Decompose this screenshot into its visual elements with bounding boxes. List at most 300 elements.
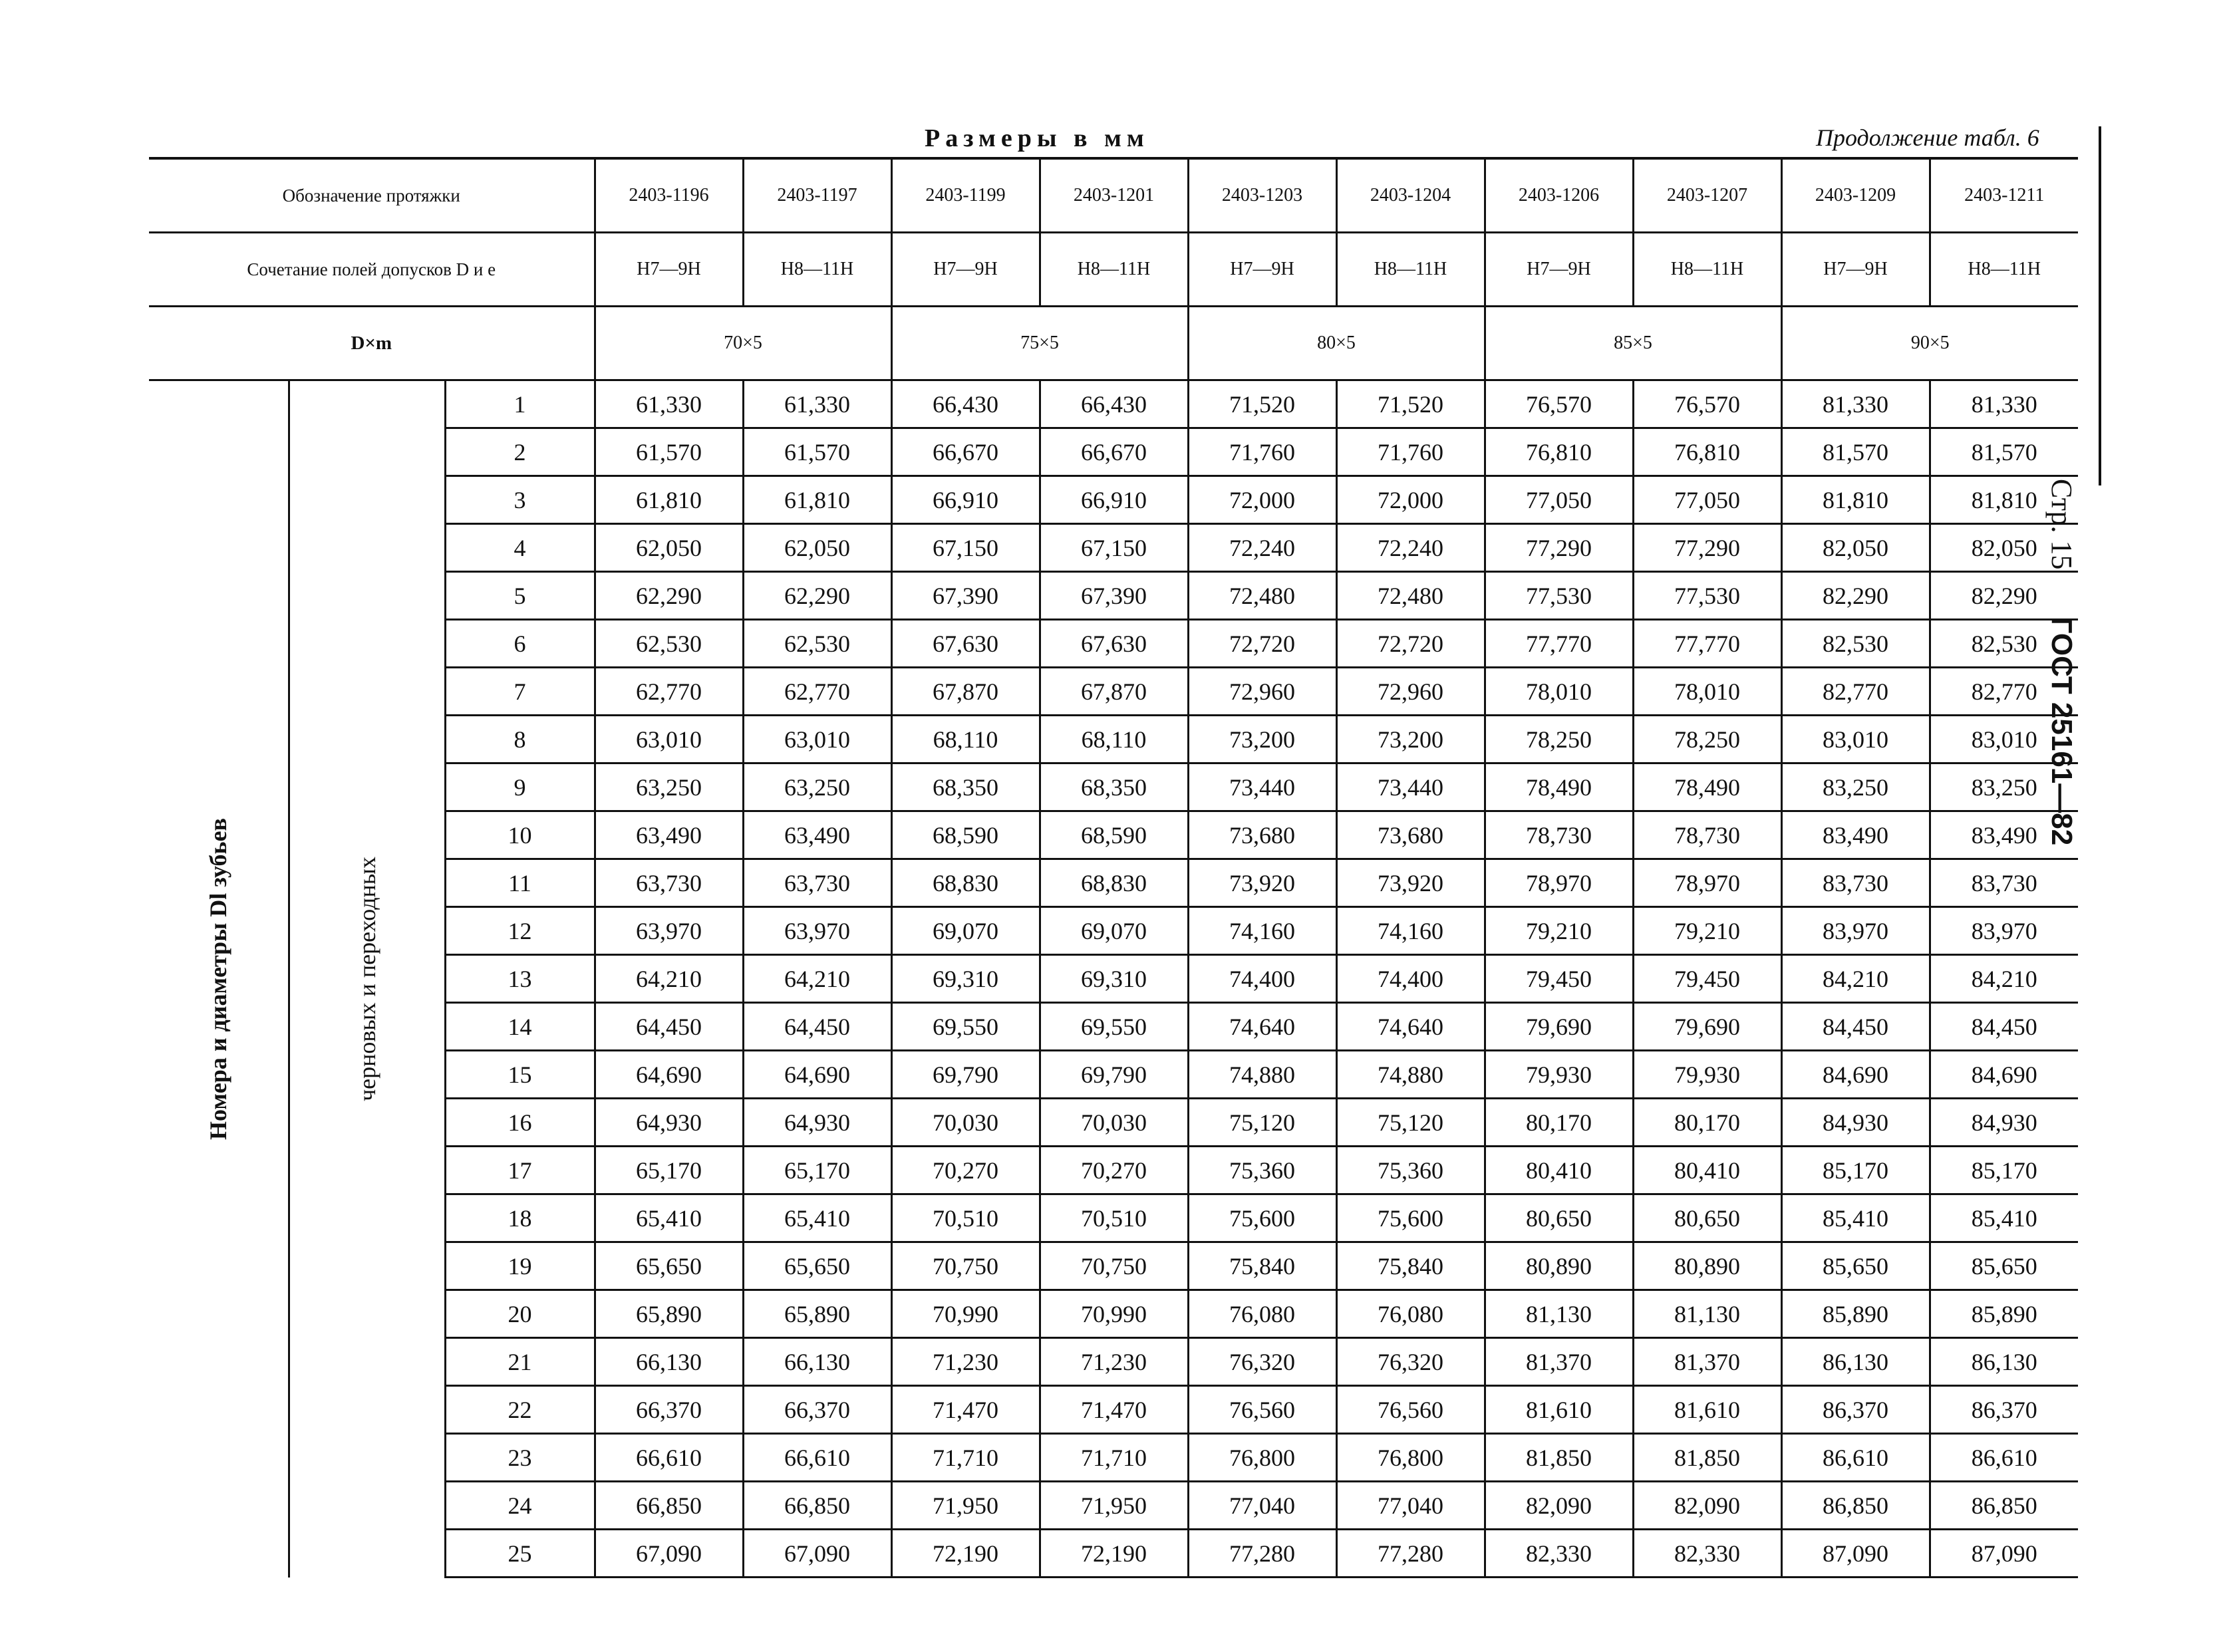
diameter-cell: 80,410 [1633,1147,1781,1194]
diameter-cell: 81,610 [1485,1386,1633,1434]
diameter-cell: 70,750 [1040,1242,1188,1290]
diameter-cell: 63,490 [743,811,891,859]
diameter-cell: 76,560 [1188,1386,1336,1434]
diameter-cell: 80,650 [1485,1194,1633,1242]
diameter-cell: 77,290 [1633,524,1781,572]
diameter-cell: 64,930 [595,1099,743,1147]
diameter-cell: 84,210 [1930,955,2078,1003]
diameter-cell: 86,130 [1781,1338,1930,1386]
diameter-cell: 82,050 [1781,524,1930,572]
diameter-cell: 86,610 [1781,1434,1930,1482]
diameter-cell: 85,170 [1930,1147,2078,1194]
diameter-cell: 67,870 [891,668,1040,716]
diameter-cell: 81,570 [1781,428,1930,476]
tooth-number-cell: 17 [445,1147,595,1194]
tooth-number-cell: 20 [445,1290,595,1338]
diameter-cell: 65,170 [595,1147,743,1194]
diameter-cell: 78,730 [1485,811,1633,859]
diameter-cell: 77,770 [1633,620,1781,668]
diameter-cell: 76,320 [1188,1338,1336,1386]
diameter-cell: 66,850 [595,1482,743,1530]
diameter-cell: 83,250 [1930,763,2078,811]
dxm-cell: 85×5 [1485,307,1781,380]
tooth-number-cell: 9 [445,763,595,811]
diameter-cell: 71,230 [1040,1338,1188,1386]
tolerance-cell: H7—9H [891,233,1040,307]
diameter-cell: 79,450 [1485,955,1633,1003]
diameter-cell: 81,330 [1930,380,2078,428]
diameter-cell: 67,870 [1040,668,1188,716]
diameter-cell: 63,970 [595,907,743,955]
diameter-cell: 83,250 [1781,763,1930,811]
diameter-cell: 71,760 [1188,428,1336,476]
diameter-cell: 69,550 [891,1003,1040,1051]
diameter-cell: 69,790 [1040,1051,1188,1099]
diameter-cell: 80,170 [1633,1099,1781,1147]
diameter-cell: 79,210 [1485,907,1633,955]
diameter-cell: 83,490 [1781,811,1930,859]
diameter-cell: 79,930 [1633,1051,1781,1099]
diameter-cell: 64,450 [743,1003,891,1051]
rough-transition-label: черновых и переходных [353,857,380,1102]
diameter-cell: 63,730 [743,859,891,907]
diameter-cell: 61,810 [743,476,891,524]
diameter-cell: 86,370 [1781,1386,1930,1434]
diameter-cell: 71,710 [1040,1434,1188,1482]
diameter-cell: 81,370 [1633,1338,1781,1386]
diameter-cell: 84,690 [1781,1051,1930,1099]
diameter-cell: 74,880 [1188,1051,1336,1099]
tooth-number-cell: 18 [445,1194,595,1242]
diameter-cell: 69,070 [891,907,1040,955]
diameter-cell: 73,200 [1336,716,1485,763]
outer-label-cell [149,380,289,1578]
tooth-number-cell: 6 [445,620,595,668]
diameter-cell: 80,890 [1485,1242,1633,1290]
diameter-cell: 61,570 [595,428,743,476]
diameter-cell: 69,310 [1040,955,1188,1003]
diameter-cell: 71,760 [1336,428,1485,476]
designation-cell: 2403-1209 [1781,158,1930,233]
diameter-cell: 70,270 [1040,1147,1188,1194]
diameter-cell: 71,470 [1040,1386,1188,1434]
tooth-number-cell: 10 [445,811,595,859]
tolerance-cell: H8—11H [1633,233,1781,307]
designation-cell: 2403-1203 [1188,158,1336,233]
diameter-cell: 71,950 [891,1482,1040,1530]
diameter-cell: 66,670 [891,428,1040,476]
broach-table [149,157,2078,1578]
diameter-cell: 62,530 [595,620,743,668]
diameter-cell: 71,470 [891,1386,1040,1434]
diameter-cell: 80,170 [1485,1099,1633,1147]
diameter-cell: 66,130 [595,1338,743,1386]
diameter-cell: 76,810 [1633,428,1781,476]
diameter-cell: 82,290 [1781,572,1930,620]
side-divider [2099,126,2101,485]
diameter-cell: 62,050 [595,524,743,572]
tooth-number-cell: 7 [445,668,595,716]
diameter-cell: 72,000 [1188,476,1336,524]
diameter-cell: 85,890 [1930,1290,2078,1338]
tooth-number-cell: 22 [445,1386,595,1434]
diameter-cell: 70,270 [891,1147,1040,1194]
designation-cell: 2403-1204 [1336,158,1485,233]
diameter-cell: 82,290 [1930,572,2078,620]
diameter-cell: 72,190 [1040,1530,1188,1578]
table-row [149,380,2078,428]
diameter-cell: 72,480 [1336,572,1485,620]
diameter-cell: 75,120 [1188,1099,1336,1147]
diameter-cell: 72,480 [1188,572,1336,620]
diameter-cell: 86,610 [1930,1434,2078,1482]
diameter-cell: 72,240 [1188,524,1336,572]
tooth-number-cell: 5 [445,572,595,620]
diameter-cell: 79,930 [1485,1051,1633,1099]
diameter-cell: 81,330 [1781,380,1930,428]
diameter-cell: 82,530 [1781,620,1930,668]
diameter-cell: 71,230 [891,1338,1040,1386]
dxm-label: D×m [351,332,392,354]
diameter-cell: 73,680 [1188,811,1336,859]
diameter-cell: 81,810 [1781,476,1930,524]
diameter-cell: 83,730 [1781,859,1930,907]
diameter-cell: 65,890 [595,1290,743,1338]
diameter-cell: 66,430 [1040,380,1188,428]
tooth-number-cell: 14 [445,1003,595,1051]
diameter-cell: 84,210 [1781,955,1930,1003]
diameter-cell: 85,170 [1781,1147,1930,1194]
diameter-cell: 77,530 [1633,572,1781,620]
diameter-cell: 68,350 [1040,763,1188,811]
diameter-cell: 71,950 [1040,1482,1188,1530]
diameter-cell: 66,910 [1040,476,1188,524]
diameter-cell: 73,440 [1188,763,1336,811]
tolerance-cell: H8—11H [1930,233,2078,307]
diameter-cell: 75,360 [1188,1147,1336,1194]
dxm-cell: 80×5 [1188,307,1485,380]
diameter-cell: 84,930 [1930,1099,2078,1147]
diameter-cell: 83,730 [1930,859,2078,907]
diameter-cell: 71,520 [1336,380,1485,428]
diameter-cell: 70,750 [891,1242,1040,1290]
diameter-cell: 76,080 [1188,1290,1336,1338]
diameter-cell: 67,390 [1040,572,1188,620]
tooth-number-cell: 25 [445,1530,595,1578]
diameter-cell: 68,110 [891,716,1040,763]
diameter-cell: 66,850 [743,1482,891,1530]
diameter-cell: 65,170 [743,1147,891,1194]
diameter-cell: 70,030 [1040,1099,1188,1147]
tooth-number-cell: 13 [445,955,595,1003]
diameter-cell: 70,990 [891,1290,1040,1338]
diameter-cell: 83,970 [1781,907,1930,955]
diameter-cell: 80,890 [1633,1242,1781,1290]
diameter-cell: 70,030 [891,1099,1040,1147]
diameter-cell: 77,770 [1485,620,1633,668]
diameter-cell: 67,630 [1040,620,1188,668]
designation-cell: 2403-1197 [743,158,891,233]
designation-cell: 2403-1206 [1485,158,1633,233]
diameter-cell: 61,330 [595,380,743,428]
diameter-cell: 70,990 [1040,1290,1188,1338]
dxm-cell: 75×5 [891,307,1188,380]
tolerance-cell: H7—9H [1188,233,1336,307]
diameter-cell: 81,130 [1633,1290,1781,1338]
diameter-cell: 79,690 [1633,1003,1781,1051]
diameter-cell: 77,530 [1485,572,1633,620]
diameter-cell: 74,400 [1188,955,1336,1003]
diameter-cell: 81,850 [1633,1434,1781,1482]
designation-cell: 2403-1196 [595,158,743,233]
diameter-cell: 74,640 [1336,1003,1485,1051]
diameter-cell: 70,510 [891,1194,1040,1242]
diameter-cell: 64,690 [743,1051,891,1099]
diameter-cell: 67,150 [1040,524,1188,572]
diameter-cell: 77,280 [1336,1530,1485,1578]
diameter-cell: 75,120 [1336,1099,1485,1147]
diameter-cell: 83,010 [1930,716,2078,763]
diameter-cell: 82,530 [1930,620,2078,668]
designation-row [149,158,2078,233]
diameter-cell: 61,570 [743,428,891,476]
diameter-cell: 68,590 [1040,811,1188,859]
diameter-cell: 72,240 [1336,524,1485,572]
diameter-cell: 75,360 [1336,1147,1485,1194]
diameter-cell: 63,970 [743,907,891,955]
tolerance-cell: H8—11H [1040,233,1188,307]
tolerance-cell: H8—11H [1336,233,1485,307]
tooth-number-cell: 11 [445,859,595,907]
designation-label: Обозначение протяжки [282,186,460,206]
diameter-cell: 63,250 [743,763,891,811]
tolerance-cell: H7—9H [1781,233,1930,307]
tooth-number-cell: 15 [445,1051,595,1099]
diameter-cell: 86,850 [1930,1482,2078,1530]
diameter-cell: 63,250 [595,763,743,811]
diameter-cell: 65,410 [743,1194,891,1242]
diameter-cell: 66,430 [891,380,1040,428]
tolerance-row [149,233,2078,307]
diameter-cell: 81,810 [1930,476,2078,524]
diameter-cell: 79,210 [1633,907,1781,955]
diameter-cell: 85,890 [1781,1290,1930,1338]
diameter-cell: 80,650 [1633,1194,1781,1242]
designation-cell: 2403-1201 [1040,158,1188,233]
diameter-cell: 86,850 [1781,1482,1930,1530]
diameter-cell: 78,010 [1485,668,1633,716]
diameter-cell: 81,130 [1485,1290,1633,1338]
diameter-cell: 85,650 [1781,1242,1930,1290]
diameter-cell: 61,330 [743,380,891,428]
diameter-cell: 80,410 [1485,1147,1633,1194]
dxm-cell: 70×5 [595,307,891,380]
diameter-cell: 66,370 [595,1386,743,1434]
diameter-cell: 82,090 [1485,1482,1633,1530]
designation-cell: 2403-1207 [1633,158,1781,233]
tooth-number-cell: 21 [445,1338,595,1386]
diameter-cell: 68,590 [891,811,1040,859]
diameter-cell: 62,770 [595,668,743,716]
diameter-cell: 63,010 [595,716,743,763]
diameter-cell: 74,400 [1336,955,1485,1003]
table-continuation-caption: Продолжение табл. 6 [1816,124,2039,151]
diameter-cell: 64,210 [595,955,743,1003]
diameter-cell: 66,910 [891,476,1040,524]
diameter-cell: 63,490 [595,811,743,859]
diameter-cell: 74,880 [1336,1051,1485,1099]
diameter-cell: 69,790 [891,1051,1040,1099]
diameter-cell: 84,930 [1781,1099,1930,1147]
diameter-cell: 77,040 [1336,1482,1485,1530]
diameter-cell: 78,970 [1633,859,1781,907]
tolerance-cell: H7—9H [595,233,743,307]
diameter-cell: 82,330 [1633,1530,1781,1578]
tolerance-cell: H8—11H [743,233,891,307]
tolerance-cell: H7—9H [1485,233,1633,307]
tooth-number-cell: 8 [445,716,595,763]
diameter-cell: 72,190 [891,1530,1040,1578]
tooth-number-cell: 2 [445,428,595,476]
diameter-cell: 85,410 [1930,1194,2078,1242]
diameter-cell: 71,520 [1188,380,1336,428]
diameter-cell: 75,600 [1188,1194,1336,1242]
designation-cell: 2403-1199 [891,158,1040,233]
diameter-cell: 77,290 [1485,524,1633,572]
diameter-cell: 73,680 [1336,811,1485,859]
diameter-cell: 67,090 [595,1530,743,1578]
diameter-cell: 64,930 [743,1099,891,1147]
diameter-cell: 67,390 [891,572,1040,620]
diameter-cell: 78,490 [1485,763,1633,811]
diameter-cell: 74,160 [1188,907,1336,955]
diameter-cell: 77,040 [1188,1482,1336,1530]
diameter-cell: 86,370 [1930,1386,2078,1434]
diameter-cell: 77,050 [1485,476,1633,524]
diameter-cell: 71,710 [891,1434,1040,1482]
inner-label-cell [289,380,445,1578]
diameter-cell: 82,330 [1485,1530,1633,1578]
diameter-cell: 82,770 [1930,668,2078,716]
diameter-cell: 86,130 [1930,1338,2078,1386]
diameter-cell: 77,280 [1188,1530,1336,1578]
diameter-cell: 63,730 [595,859,743,907]
diameter-cell: 62,770 [743,668,891,716]
table-units-caption: Размеры в мм [925,124,1149,152]
diameter-cell: 76,800 [1188,1434,1336,1482]
tooth-number-cell: 12 [445,907,595,955]
dxm-row [149,307,2078,380]
diameter-cell: 76,810 [1485,428,1633,476]
designation-cell: 2403-1211 [1930,158,2078,233]
diameter-cell: 73,920 [1336,859,1485,907]
diameter-cell: 65,650 [595,1242,743,1290]
diameter-cell: 64,690 [595,1051,743,1099]
diameter-cell: 72,720 [1188,620,1336,668]
diameter-cell: 73,200 [1188,716,1336,763]
diameter-cell: 78,970 [1485,859,1633,907]
diameter-cell: 83,010 [1781,716,1930,763]
diameter-cell: 66,610 [743,1434,891,1482]
diameter-cell: 75,840 [1188,1242,1336,1290]
diameter-cell: 79,690 [1485,1003,1633,1051]
diameter-cell: 64,450 [595,1003,743,1051]
diameter-cell: 81,370 [1485,1338,1633,1386]
diameter-cell: 84,450 [1781,1003,1930,1051]
diameter-cell: 78,250 [1633,716,1781,763]
diameter-cell: 75,840 [1336,1242,1485,1290]
diameter-cell: 84,690 [1930,1051,2078,1099]
diameter-cell: 66,130 [743,1338,891,1386]
standard-code: ГОСТ 25161—82 [2045,617,2078,846]
diameter-cell: 78,250 [1485,716,1633,763]
diameter-cell: 82,050 [1930,524,2078,572]
diameter-cell: 67,150 [891,524,1040,572]
diameter-cell: 87,090 [1781,1530,1930,1578]
tooth-number-cell: 16 [445,1099,595,1147]
diameter-cell: 66,610 [595,1434,743,1482]
diameter-cell: 69,550 [1040,1003,1188,1051]
diameter-cell: 76,560 [1336,1386,1485,1434]
tooth-number-cell: 19 [445,1242,595,1290]
diameter-cell: 63,010 [743,716,891,763]
diameter-cell: 62,290 [595,572,743,620]
dxm-cell: 90×5 [1781,307,2078,380]
diameter-cell: 69,070 [1040,907,1188,955]
diameter-cell: 87,090 [1930,1530,2078,1578]
diameter-cell: 81,610 [1633,1386,1781,1434]
diameter-cell: 64,210 [743,955,891,1003]
teeth-numbers-label: Номера и диаметры Dl зубьев [205,818,232,1141]
diameter-cell: 61,810 [595,476,743,524]
diameter-cell: 79,450 [1633,955,1781,1003]
diameter-cell: 76,320 [1336,1338,1485,1386]
diameter-cell: 70,510 [1040,1194,1188,1242]
diameter-cell: 68,830 [1040,859,1188,907]
diameter-cell: 65,890 [743,1290,891,1338]
diameter-cell: 76,570 [1633,380,1781,428]
diameter-cell: 81,850 [1485,1434,1633,1482]
diameter-cell: 68,350 [891,763,1040,811]
diameter-cell: 78,730 [1633,811,1781,859]
diameter-cell: 73,920 [1188,859,1336,907]
diameter-cell: 72,000 [1336,476,1485,524]
diameter-cell: 77,050 [1633,476,1781,524]
diameter-cell: 72,720 [1336,620,1485,668]
diameter-cell: 62,290 [743,572,891,620]
tooth-number-cell: 3 [445,476,595,524]
diameter-cell: 76,570 [1485,380,1633,428]
tooth-number-cell: 23 [445,1434,595,1482]
diameter-cell: 69,310 [891,955,1040,1003]
diameter-cell: 68,830 [891,859,1040,907]
diameter-cell: 75,600 [1336,1194,1485,1242]
tooth-number-cell: 4 [445,524,595,572]
diameter-cell: 83,490 [1930,811,2078,859]
diameter-cell: 68,110 [1040,716,1188,763]
diameter-cell: 73,440 [1336,763,1485,811]
diameter-cell: 84,450 [1930,1003,2078,1051]
diameter-cell: 82,770 [1781,668,1930,716]
diameter-cell: 74,640 [1188,1003,1336,1051]
tooth-number-cell: 1 [445,380,595,428]
diameter-cell: 78,010 [1633,668,1781,716]
diameter-cell: 62,050 [743,524,891,572]
tooth-number-cell: 24 [445,1482,595,1530]
diameter-cell: 67,630 [891,620,1040,668]
diameter-cell: 78,490 [1633,763,1781,811]
diameter-cell: 67,090 [743,1530,891,1578]
